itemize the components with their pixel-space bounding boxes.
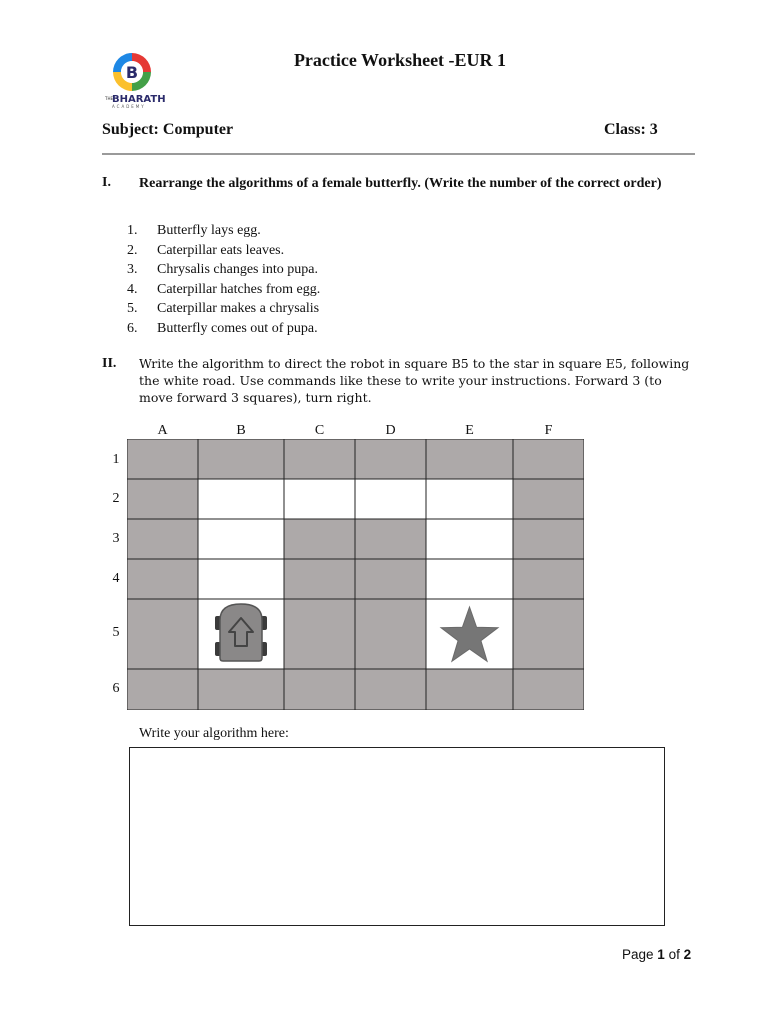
grid-cell-a5 xyxy=(127,599,198,669)
grid-cell-b3 xyxy=(198,519,284,559)
grid-cell-e3 xyxy=(426,519,513,559)
column-label-c: C xyxy=(314,423,325,438)
grid-cell-d3 xyxy=(355,519,426,559)
grid-cell-a2 xyxy=(127,479,198,519)
grid-cell-d6 xyxy=(355,669,426,710)
row-label-2: 2 xyxy=(112,491,120,506)
butterfly-steps-list xyxy=(127,221,527,338)
column-label-b: B xyxy=(236,423,246,438)
logo-prefix: THE xyxy=(105,96,113,101)
grid-cell-e1 xyxy=(426,439,513,479)
list-item-text: Butterfly comes out of pupa. xyxy=(157,320,318,336)
page-word: Page xyxy=(622,947,654,962)
row-label-1: 1 xyxy=(112,452,120,467)
list-item-number: 5. xyxy=(127,301,138,316)
question-1-number: I. xyxy=(102,175,111,190)
row-label-5: 5 xyxy=(112,625,120,640)
logo-letter: B xyxy=(125,63,139,82)
header-divider xyxy=(102,153,695,155)
question-2-number: II. xyxy=(102,356,117,371)
answer-label: Write your algorithm here: xyxy=(139,726,289,741)
grid-cell-d1 xyxy=(355,439,426,479)
list-item xyxy=(127,299,527,319)
list-item xyxy=(127,280,527,300)
question-1-text: Rearrange the algorithms of a female butterfly. (Write the number of the correct order) xyxy=(139,176,662,191)
list-item-number: 3. xyxy=(127,262,138,277)
list-item-number: 6. xyxy=(127,320,138,336)
list-item xyxy=(127,260,527,280)
grid-cell-c4 xyxy=(284,559,355,599)
list-item-text: Caterpillar eats leaves. xyxy=(157,242,285,258)
grid-cell-b2 xyxy=(198,479,284,519)
grid-cell-f6 xyxy=(513,669,584,710)
grid-cell-c1 xyxy=(284,439,355,479)
grid-cell-f2 xyxy=(513,479,584,519)
grid-cell-f1 xyxy=(513,439,584,479)
column-label-a: A xyxy=(157,423,168,438)
list-item-text: Caterpillar hatches from egg. xyxy=(157,281,321,297)
bharath-academy-logo xyxy=(100,48,170,110)
list-item xyxy=(127,241,527,261)
grid-cell-a3 xyxy=(127,519,198,559)
algorithm-answer-box[interactable] xyxy=(129,747,665,926)
list-item xyxy=(127,319,527,339)
question-2-text: Write the algorithm to direct the robot in square B5 to the star in square E5, following the white road. Use commands like these to write your instructions. Forward 3 (to move forward 3 squares), turn right. xyxy=(139,356,690,405)
list-item-number: 4. xyxy=(127,281,138,297)
list-item-number: 1. xyxy=(127,223,138,238)
grid-cell-d4 xyxy=(355,559,426,599)
class-label: Class: 3 xyxy=(604,121,658,138)
grid-cell-a6 xyxy=(127,669,198,710)
row-label-4: 4 xyxy=(112,571,120,586)
grid-cell-d2 xyxy=(355,479,426,519)
list-item xyxy=(127,221,527,241)
row-label-6: 6 xyxy=(112,681,120,696)
grid-cell-b6 xyxy=(198,669,284,710)
grid-cell-e6 xyxy=(426,669,513,710)
robot-icon xyxy=(215,604,267,661)
page-footer xyxy=(622,947,691,962)
row-label-3: 3 xyxy=(112,531,120,546)
robot-path-grid xyxy=(127,439,584,710)
subject-label: Subject: Computer xyxy=(102,121,234,138)
grid-cell-c3 xyxy=(284,519,355,559)
grid-cell-c6 xyxy=(284,669,355,710)
column-label-f: F xyxy=(544,423,553,438)
list-item-text: Caterpillar makes a chrysalis xyxy=(157,301,320,316)
grid-cell-f4 xyxy=(513,559,584,599)
grid-cell-c2 xyxy=(284,479,355,519)
grid-cell-a4 xyxy=(127,559,198,599)
of-word: of xyxy=(668,947,680,962)
grid-cell-b4 xyxy=(198,559,284,599)
logo-text: BHARATH xyxy=(112,94,166,105)
page-current: 1 xyxy=(657,947,665,962)
page-title: Practice Worksheet -EUR 1 xyxy=(293,50,507,70)
list-item-text: Butterfly lays egg. xyxy=(157,223,261,238)
grid-cell-f5 xyxy=(513,599,584,669)
grid-cell-e4 xyxy=(426,559,513,599)
grid-cell-f3 xyxy=(513,519,584,559)
grid-cell-d5 xyxy=(355,599,426,669)
grid-cell-a1 xyxy=(127,439,198,479)
grid-cell-c5 xyxy=(284,599,355,669)
column-label-e: E xyxy=(465,423,474,438)
list-item-number: 2. xyxy=(127,242,138,258)
grid-cell-e2 xyxy=(426,479,513,519)
list-item-text: Chrysalis changes into pupa. xyxy=(157,262,318,277)
column-label-d: D xyxy=(385,423,396,438)
grid-cell-b1 xyxy=(198,439,284,479)
page-total: 2 xyxy=(683,947,692,962)
logo-subtext: ACADEMY xyxy=(112,104,146,109)
